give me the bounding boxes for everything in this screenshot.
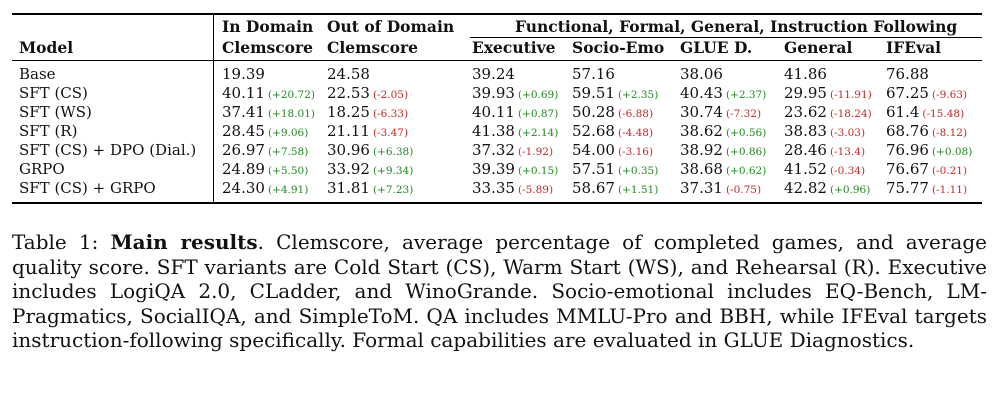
table-cell (327, 179, 413, 199)
cell-value: 28.45 (222, 122, 265, 140)
caption-label: Table 1: (12, 230, 111, 254)
table-cell (327, 141, 413, 161)
table-top-rule (12, 13, 982, 15)
table-cell (472, 65, 515, 83)
table-cell (886, 84, 967, 104)
cell-value: 37.41 (222, 103, 265, 121)
cell-value: 38.62 (680, 122, 723, 140)
table-cell (784, 84, 872, 104)
table-cell (327, 103, 408, 123)
cell-delta-positive: (+0.56) (725, 127, 767, 139)
cell-delta-negative: (-1.11) (931, 184, 968, 196)
cell-delta-positive: (+9.34) (372, 165, 414, 177)
cell-value: 37.31 (680, 179, 723, 197)
cell-delta-negative: (-3.16) (617, 146, 654, 158)
header-bottom-rule (12, 60, 982, 61)
cell-delta-negative: (-6.33) (372, 108, 409, 120)
table-caption (12, 230, 987, 353)
cell-delta-positive: (+0.86) (725, 146, 767, 158)
cell-value: 24.30 (222, 179, 265, 197)
row-model-label: SFT (CS) + GRPO (19, 179, 156, 197)
table-cell (784, 103, 872, 123)
cell-delta-negative: (-18.24) (829, 108, 872, 120)
cell-delta-positive: (+4.91) (267, 184, 309, 196)
cell-delta-negative: (-9.63) (931, 89, 968, 101)
group-header-out-of-domain: Out of Domain (327, 17, 455, 36)
table-cell (222, 141, 308, 161)
cell-value: 50.28 (572, 103, 615, 121)
table-cell (886, 179, 967, 199)
table-cell (886, 141, 972, 161)
table-cell (680, 103, 761, 123)
table-cell (472, 103, 558, 123)
cell-value: 30.96 (327, 141, 370, 159)
cell-delta-positive: (+0.62) (725, 165, 767, 177)
table-cell (680, 141, 766, 161)
cell-value: 22.53 (327, 84, 370, 102)
cell-delta-negative: (-0.75) (725, 184, 762, 196)
cell-value: 28.46 (784, 141, 827, 159)
table-cell (222, 160, 308, 180)
table-cell (680, 65, 723, 83)
row-model-label: Base (19, 65, 56, 83)
cell-delta-positive: (+1.51) (617, 184, 659, 196)
table-cell (680, 179, 761, 199)
cell-value: 41.38 (472, 122, 515, 140)
table-cell (572, 84, 658, 104)
column-header-ifeval: IFEval (886, 38, 942, 57)
table-cell (222, 103, 315, 123)
cell-delta-negative: (-5.89) (517, 184, 554, 196)
cell-delta-positive: (+9.06) (267, 127, 309, 139)
row-model-label: GRPO (19, 160, 65, 178)
cell-delta-positive: (+5.50) (267, 165, 309, 177)
cell-delta-negative: (-2.05) (372, 89, 409, 101)
table-cell (327, 65, 370, 83)
table-cell (784, 122, 865, 142)
table-cell (886, 160, 967, 180)
table-cell (472, 160, 558, 180)
cell-value: 24.58 (327, 65, 370, 83)
table-cell (784, 141, 865, 161)
cell-value: 33.35 (472, 179, 515, 197)
table-cell (572, 141, 653, 161)
cell-value: 75.77 (886, 179, 929, 197)
cell-value: 21.11 (327, 122, 370, 140)
cell-delta-negative: (-1.92) (517, 146, 554, 158)
cell-delta-negative: (-4.48) (617, 127, 654, 139)
cell-value: 76.67 (886, 160, 929, 178)
column-header-socio-emo: Socio-Emo (572, 38, 665, 57)
table-cell (784, 65, 827, 83)
cell-value: 38.06 (680, 65, 723, 83)
table-cell (472, 141, 553, 161)
cell-value: 40.43 (680, 84, 723, 102)
cell-value: 24.89 (222, 160, 265, 178)
table-cell (680, 160, 766, 180)
cell-value: 58.67 (572, 179, 615, 197)
cell-value: 38.92 (680, 141, 723, 159)
table-cell (886, 122, 967, 142)
table-cell (680, 122, 766, 142)
table-cell (572, 160, 658, 180)
cell-value: 76.88 (886, 65, 929, 83)
cell-value: 40.11 (472, 103, 515, 121)
cell-value: 67.25 (886, 84, 929, 102)
column-header-model: Model (19, 38, 74, 57)
cell-delta-negative: (-8.12) (931, 127, 968, 139)
cell-value: 23.62 (784, 103, 827, 121)
cell-value: 68.76 (886, 122, 929, 140)
cell-delta-positive: (+0.69) (517, 89, 559, 101)
table-cell (327, 160, 413, 180)
cell-value: 52.68 (572, 122, 615, 140)
column-header-in-domain-clemscore: Clemscore (222, 38, 314, 57)
column-header-glue-d: GLUE D. (680, 38, 753, 57)
row-model-label: SFT (CS) + DPO (Dial.) (19, 141, 197, 159)
cell-value: 54.00 (572, 141, 615, 159)
cell-delta-positive: (+2.37) (725, 89, 767, 101)
table-cell (680, 84, 766, 104)
table-cell (222, 179, 308, 199)
cell-delta-positive: (+6.38) (372, 146, 414, 158)
cell-value: 30.74 (680, 103, 723, 121)
caption-bold-title: Main results (110, 230, 258, 254)
cell-delta-negative: (-7.32) (725, 108, 762, 120)
cell-delta-positive: (+7.23) (372, 184, 414, 196)
cell-delta-positive: (+7.58) (267, 146, 309, 158)
cell-delta-positive: (+2.14) (517, 127, 559, 139)
row-model-label: SFT (CS) (19, 84, 88, 102)
cell-delta-positive: (+0.96) (829, 184, 871, 196)
table-cell (472, 122, 558, 142)
cell-delta-positive: (+0.87) (517, 108, 559, 120)
cell-value: 29.95 (784, 84, 827, 102)
cell-value: 40.11 (222, 84, 265, 102)
cell-delta-negative: (-11.91) (829, 89, 872, 101)
cell-value: 57.16 (572, 65, 615, 83)
group-header-in-domain: In Domain (222, 17, 314, 36)
cell-delta-negative: (-13.4) (829, 146, 866, 158)
cell-delta-negative: (-3.47) (372, 127, 409, 139)
table-cell (886, 103, 964, 123)
column-header-executive: Executive (472, 38, 556, 57)
cell-value: 39.24 (472, 65, 515, 83)
cell-value: 57.51 (572, 160, 615, 178)
cell-value: 18.25 (327, 103, 370, 121)
table-bottom-rule (12, 202, 982, 204)
cell-delta-positive: (+0.15) (517, 165, 559, 177)
cell-value: 76.96 (886, 141, 929, 159)
cell-value: 39.39 (472, 160, 515, 178)
cell-value: 31.81 (327, 179, 370, 197)
table-cell (472, 179, 553, 199)
table-cell (327, 122, 408, 142)
cell-value: 33.92 (327, 160, 370, 178)
model-column-divider (213, 15, 214, 203)
cell-value: 42.82 (784, 179, 827, 197)
cell-value: 59.51 (572, 84, 615, 102)
cell-value: 37.32 (472, 141, 515, 159)
cell-delta-negative: (-0.21) (931, 165, 968, 177)
table-cell (222, 84, 315, 104)
table-cell (886, 65, 929, 83)
cell-value: 38.83 (784, 122, 827, 140)
table-cell (222, 65, 265, 83)
cell-delta-negative: (-15.48) (922, 108, 965, 120)
column-header-out-of-domain-clemscore: Clemscore (327, 38, 419, 57)
table-cell (784, 179, 870, 199)
table-cell (327, 84, 408, 104)
column-header-general: General (784, 38, 853, 57)
caption-body: . Clemscore, average percentage of completed games, and average quality score. SFT variants are Cold Start (CS), Warm Start (WS), and Rehearsal (R). Executive includes LogiQA 2.0, CLadder, and WinoGrande. Socio-emotional includes EQ-Bench, LM-Pragmatics, SocialIQA, and SimpleToM. QA includes MMLU-Pro and BBH, while IFEval targets instruction-following specifically. Formal capabilities are evaluated in GLUE Diagnostics. (12, 230, 987, 353)
cell-delta-positive: (+20.72) (267, 89, 316, 101)
table-cell (784, 160, 865, 180)
cell-value: 39.93 (472, 84, 515, 102)
cell-delta-positive: (+18.01) (267, 108, 316, 120)
table-cell (572, 65, 615, 83)
table-cell (572, 179, 658, 199)
cell-delta-positive: (+0.08) (931, 146, 973, 158)
table-cell (572, 122, 653, 142)
cell-delta-positive: (+2.35) (617, 89, 659, 101)
cell-value: 41.52 (784, 160, 827, 178)
cell-value: 19.39 (222, 65, 265, 83)
row-model-label: SFT (WS) (19, 103, 92, 121)
cell-delta-negative: (-6.88) (617, 108, 654, 120)
cell-delta-positive: (+0.35) (617, 165, 659, 177)
group-header-functional: Functional, Formal, General, Instruction Following (515, 17, 958, 36)
cell-value: 61.4 (886, 103, 920, 121)
cell-delta-negative: (-0.34) (829, 165, 866, 177)
table-cell (472, 84, 558, 104)
table-cell (222, 122, 308, 142)
cell-value: 41.86 (784, 65, 827, 83)
row-model-label: SFT (R) (19, 122, 78, 140)
cell-value: 38.68 (680, 160, 723, 178)
table-cell (572, 103, 653, 123)
cell-delta-negative: (-3.03) (829, 127, 866, 139)
cell-value: 26.97 (222, 141, 265, 159)
